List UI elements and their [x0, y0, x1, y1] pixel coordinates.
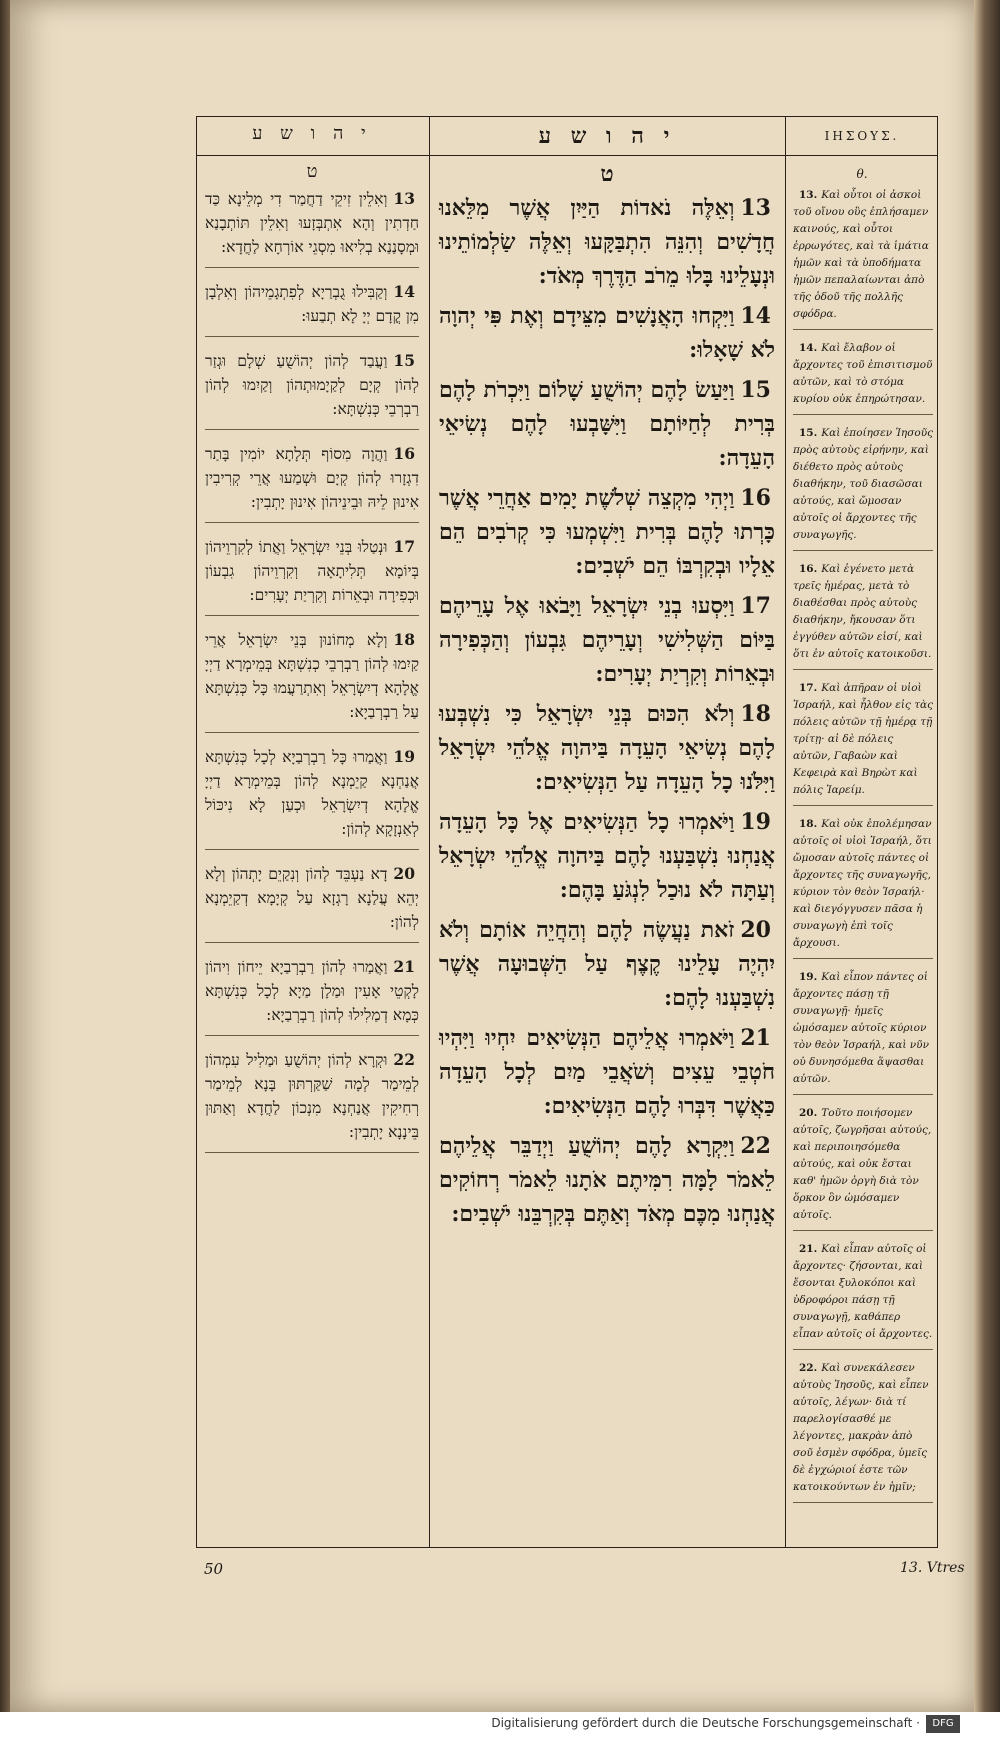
verse-text: דָא נַעְבֵּד לְהוֹן וְנִקַיֵם יָתְהוֹן וְלָא יְהֵא עֲלַנָא רָגְזָא עַל קְיָמָא דְקַיֵמְנָא לְהוֹן: — [205, 865, 419, 931]
verse-text: וַהֲוָה מִסוֹף תְּלָתָא יוֹמִין בָּתַר דִגְזָרוּ לְהוֹן קְיָם וּשְׁמַעוּ אֲרֵי קְרִיבִין אִינוּן לֵיהּ וּבֵינֵיהוֹן אִינוּן יָתְבִין: — [205, 445, 419, 511]
verse — [439, 1129, 775, 1231]
footer-credit: Digitalisierung gefördert durch die Deutsche Forschungsgemeinschaft · — [491, 1716, 920, 1730]
verse-number: 21. — [799, 1243, 818, 1255]
verse — [205, 442, 419, 523]
verse-number: 22 — [740, 1133, 771, 1159]
page-number: 50 — [204, 1560, 224, 1578]
verse-text: Καὶ ἐποίησεν Ἰησοῦς πρὸς αὐτοὺς εἰρήνην, καὶ διέθετο πρὸς αὐτοὺς διαθήκην, τοῦ διασῶσαι αὐτούς, καὶ ὤμοσαν αὐτοῖς οἱ ἄρχοντες τῆς συναγωγῆς. — [793, 427, 933, 541]
verse — [205, 745, 419, 850]
verse-number: 14 — [393, 282, 415, 301]
text-frame — [196, 116, 938, 1548]
verse-number: 19 — [393, 747, 415, 766]
verse-number: 16 — [740, 485, 771, 511]
verse-text: וַיִּסְעוּ בְנֵי יִשְׂרָאֵל וַיָּבֹאוּ אֶל עָרֵיהֶם בַּיּוֹם הַשְּׁלִישִׁי וְעָרֵיהֶם גִּבְעוֹן וְהַכְּפִירָה וּבְאֵרוֹת וְקִרְיַת יְעָרִים: — [439, 593, 775, 687]
catchword: 13. Vtres — [900, 1560, 965, 1576]
verse-number: 14 — [740, 303, 771, 329]
verse — [439, 299, 775, 367]
verse-text: Καὶ ἐγένετο μετὰ τρεῖς ἡμέρας, μετὰ τὸ διαθέσθαι πρὸς αὐτοὺς διαθήκην, ἤκουσαν ὅτι ἐγγύθεν αὐτῶν εἰσί, καὶ ὅτι ἐν αὐτοῖς κατοικοῦσι. — [793, 563, 932, 660]
column-divider — [429, 117, 430, 1547]
verse-text: וּקְרָא לְהוֹן יְהוֹשֻׁעַ וּמַלִיל עִמְהוֹן לְמֵימַר לְמָה שַׁקַּרְתּוּן בָּנָא לְמֵימַר רְחִיקִין אֲנַחְנָא מִנְכוֹן לַחֲדָא וְאַתּוּן בֵּינָנָא יָתְבִין: — [205, 1051, 419, 1141]
greek-running-title: ΙΗΣΟΥΣ. — [824, 129, 900, 143]
verse — [439, 913, 775, 1015]
verse-text: Καὶ εἶπον πάντες οἱ ἄρχοντες πάσῃ τῇ συναγωγῇ· ἡμεῖς ὠμόσαμεν αὐτοῖς κύριον τὸν θεὸν Ἰσραήλ, καὶ νῦν οὐ δυνησόμεθα ἅψασθαι αὐτῶν. — [793, 971, 929, 1085]
verse-number: 20 — [393, 864, 415, 883]
verse-number: 20 — [740, 917, 771, 943]
verse-text: Καὶ οὗτοι οἱ ἀσκοὶ τοῦ οἴνου οὓς ἐπλήσαμεν καινούς, καὶ οὗτοι ἐρρωγότες, καὶ τὰ ἱμάτια ἡμῶν καὶ τὰ ὑποδήματα ἡμῶν πεπαλαίωνται ἀπὸ τῆς ὁδοῦ τῆς πολλῆς σφόδρα. — [793, 189, 929, 320]
verse — [793, 969, 933, 1095]
verse-number: 15. — [799, 427, 818, 439]
verse — [205, 187, 419, 268]
verse-number: 17 — [740, 593, 771, 619]
verse — [439, 373, 775, 475]
verse-number: 14. — [799, 342, 818, 354]
verse — [439, 191, 775, 293]
verse — [205, 862, 419, 943]
verse-text: וַאֲמַרוּ כָּל רַבְרְבַיָא לְכָל כְּנִשְׁתָּא אֲנַחְנָא קַיֵמְנָא לְהוֹן בְּמֵימְרָא דַיְיָ אֱלָהָא דְיִשְׂרָאֵל וּכְעַן לָא נִיכּוֹל לְאַנְזָקָא לְהוֹן: — [205, 748, 419, 838]
aramaic-chapter-number: ט — [306, 161, 318, 182]
verse-text: Καὶ ἀπῆραν οἱ υἱοὶ Ἰσραήλ, καὶ ἦλθον εἰς τὰς πόλεις αὐτῶν τῇ ἡμέρᾳ τῇ τρίτῃ· αἱ δὲ πόλεις αὐτῶν, Γαβαὼν καὶ Κεφειρὰ καὶ Βηρὼτ καὶ πόλις Ἰαρείμ. — [793, 682, 934, 796]
column-divider — [785, 117, 786, 1547]
verse-number: 17 — [393, 537, 415, 556]
verse-text: Καὶ οὐκ ἐπολέμησαν αὐτοῖς οἱ υἱοὶ Ἰσραήλ, ὅτι ὤμοσαν αὐτοῖς πάντες οἱ ἄρχοντες τῆς συναγωγῆς, κύριον τὸν θεὸν Ἰσραήλ· καὶ διεγόγγυσεν πᾶσα ἡ συναγωγὴ ἐπὶ τοῖς ἄρχουσι. — [793, 818, 932, 949]
verse-text: וַיְהִי מִקְצֵה שְׁלֹשֶׁת יָמִים אַחֲרֵי אֲשֶׁר כָּרְתוּ לָהֶם בְּרִית וַיִּשְׁמְעוּ כִּי קְרֹבִים הֵם אֵלָיו וּבְקִרְבּוֹ הֵם יֹשְׁבִים: — [439, 485, 775, 579]
verse-number: 13 — [393, 189, 415, 208]
digitization-footer — [0, 1712, 1000, 1737]
verse — [793, 187, 933, 330]
verse-number: 16. — [799, 563, 818, 575]
verse-text: Καὶ ἔλαβον οἱ ἄρχοντες τοῦ ἐπισιτισμοῦ αὐτῶν, καὶ τὸ στόμα κυρίου οὐκ ἐπηρώτησαν. — [793, 342, 933, 405]
verse-text: וְאִלֵין זִיקֵי דַחֲמַר דִי מְלֵינָא כַּד חַדְתִין וְהָא אִתְבְּזָעוּ וְאִלֵין תּוֹתְבָנַא וּמְסָנַנַא בְלִיאוּ מִסְגֵי אוֹרְחָא לַחֲדָא: — [205, 190, 419, 256]
verse-number: 18. — [799, 818, 818, 830]
verse-number: 13 — [740, 195, 771, 221]
verse-text: Καὶ εἶπαν αὐτοῖς οἱ ἄρχοντες· ζήσονται, καὶ ἔσονται ξυλοκόποι καὶ ὑδροφόροι πάσῃ τῇ συναγωγῇ, καθάπερ εἶπαν αὐτοῖς οἱ ἄρχοντες. — [793, 1243, 933, 1340]
verse-number: 18 — [740, 701, 771, 727]
verse-number: 22 — [393, 1050, 415, 1069]
verse-text: Τοῦτο ποιήσομεν αὐτοῖς, ζωγρῆσαι αὐτούς, καὶ περιποιησόμεθα αὐτούς, καὶ οὐκ ἔσται καθ' ἡμῶν ὀργὴ διὰ τὸν ὅρκον ὃν ὠμόσαμεν αὐτοῖς. — [793, 1107, 932, 1221]
hebrew-verses — [439, 191, 775, 1537]
verse — [205, 280, 419, 337]
verse-number: 18 — [393, 630, 415, 649]
verse — [205, 1048, 419, 1153]
verse — [205, 955, 419, 1036]
hebrew-column — [431, 117, 783, 1547]
verse — [205, 349, 419, 430]
right-book-edge — [974, 0, 1000, 1737]
verse-text: וַעֲבַד לְהוֹן יְהוֹשֻׁעַ שְׁלָם וּגְזַר לְהוֹן קְיָם לְקַיָמוּתְהוֹן וְקַיִמוּ לְהוֹן רַבְרְבֵי כְּנִשְׁתָּא: — [205, 352, 419, 418]
verse-text: וַיַּעַשׂ לָהֶם יְהוֹשֻׁעַ שָׁלוֹם וַיִּכְרֹת לָהֶם בְּרִית לְחַיּוֹתָם וַיִּשָּׁבְעוּ לָהֶם נְשִׂיאֵי הָעֵדָה: — [439, 377, 775, 471]
verse-number: 17. — [799, 682, 818, 694]
verse-number: 13. — [799, 189, 818, 201]
verse — [793, 561, 933, 670]
verse-text: וַיִּקְחוּ הָאֲנָשִׁים מִצֵּידָם וְאֶת פִּי יְהוָה לֹא שָׁאָלוּ: — [439, 303, 775, 363]
verse — [793, 1105, 933, 1231]
verse — [439, 697, 775, 799]
hebrew-chapter-number: ט — [600, 161, 614, 187]
verse — [793, 816, 933, 959]
verse-text: Καὶ συνεκάλεσεν αὐτοὺς Ἰησοῦς, καὶ εἶπεν αὐτοῖς, λέγων· διὰ τί παρελογίσασθέ με λέγοντες, μακρὰν ἀπὸ σοῦ ἐσμὲν σφόδρα, ὑμεῖς δὲ ἐγχώριοί ἐστε τῶν κατοικούντων ἐν ἡμῖν; — [793, 1362, 929, 1493]
verse-number: 21 — [740, 1025, 771, 1051]
aramaic-running-title: י ה ו ש ע — [252, 123, 372, 144]
verse-text: וַיִּקְרָא לָהֶם יְהוֹשֻׁעַ וַיְדַבֵּר אֲלֵיהֶם לֵאמֹר לָמָּה רִמִּיתֶם אֹתָנוּ לֵאמֹר רְחוֹקִים אֲנַחְנוּ מִכֶּם מְאֹד וְאַתֶּם בְּקִרְבֵּנוּ יֹשְׁבִים: — [439, 1133, 775, 1227]
verse-number: 19 — [740, 809, 771, 835]
verse — [793, 1241, 933, 1350]
greek-chapter-number: θ. — [856, 167, 868, 181]
verse-number: 21 — [393, 957, 415, 976]
aramaic-verses — [205, 187, 419, 1537]
verse — [205, 535, 419, 616]
verse — [793, 1360, 933, 1503]
verse — [439, 589, 775, 691]
dfg-logo: DFG — [926, 1715, 960, 1733]
verse-number: 15 — [740, 377, 771, 403]
verse — [793, 425, 933, 551]
hebrew-running-title: י ה ו ש ע — [538, 123, 676, 149]
verse-number: 16 — [393, 444, 415, 463]
verse-text: וַיֹּאמְרוּ כָל הַנְּשִׂיאִים אֶל כָּל הָעֵדָה אֲנַחְנוּ נִשְׁבַּעְנוּ לָהֶם בַּיהוָה אֱלֹהֵי יִשְׂרָאֵל וְעַתָּה לֹא נוּכַל לִנְגֹּעַ בָּהֶם: — [439, 809, 775, 903]
greek-column — [787, 117, 937, 1547]
verse-number: 15 — [393, 351, 415, 370]
verse — [439, 1021, 775, 1123]
verse — [439, 481, 775, 583]
verse-number: 22. — [799, 1362, 818, 1374]
verse — [793, 340, 933, 415]
verse-number: 19. — [799, 971, 818, 983]
verse — [439, 805, 775, 907]
verse-text: וְאֵלֶּה נֹאדוֹת הַיַּיִן אֲשֶׁר מִלֵּאנוּ חֲדָשִׁים וְהִנֵּה הִתְבַּקָּעוּ וְאֵלֶּה שַׂלְמוֹתֵינוּ וּנְעָלֵינוּ בָּלוּ מֵרֹב הַדֶּרֶךְ מְאֹד: — [439, 195, 775, 289]
verse-text: וַאֲמַרוּ לְהוֹן רַבְרְבַיָא יֵיחוֹן וִיהוֹן לָקְטֵי אָעִין וּמַלָן מַיָא לְכָל כְּנִשְׁתָּא כְּמָא דְמַלִילוּ לְהוֹן רַבְרְבַיָא: — [205, 958, 419, 1024]
verse-text: וְלָא מְחוֹנוּן בְּנֵי יִשְׂרָאֵל אֲרֵי קַיִמוּ לְהוֹן רַבְרְבֵי כְנִשְׁתָּא בְּמֵימְרָא דַיְיָ אֱלָהָא דְיִשְׂרָאֵל וְאִתְרַעֲמוּ כָּל כְּנִשְׁתָּא עַל רַבְרְבַיָא: — [205, 631, 419, 721]
verse-text: וַיֹּאמְרוּ אֲלֵיהֶם הַנְּשִׂיאִים יִחְיוּ וַיִּהְיוּ חֹטְבֵי עֵצִים וְשֹׁאֲבֵי מַיִם לְכָל הָעֵדָה כַּאֲשֶׁר דִּבְּרוּ לָהֶם הַנְּשִׂיאִים: — [439, 1025, 775, 1119]
verse-number: 20. — [799, 1107, 818, 1119]
greek-verses — [793, 187, 933, 1537]
verse — [793, 680, 933, 806]
aramaic-column — [197, 117, 427, 1547]
verse-text: וְלֹא הִכּוּם בְּנֵי יִשְׂרָאֵל כִּי נִשְׁבְּעוּ לָהֶם נְשִׂיאֵי הָעֵדָה בַּיהוָה אֱלֹהֵי יִשְׂרָאֵל וַיִּלֹּנוּ כָל הָעֵדָה עַל הַנְּשִׂיאִים: — [439, 701, 775, 795]
verse — [205, 628, 419, 733]
verse-text: זֹאת נַעֲשֶׂה לָהֶם וְהַחֲיֵה אוֹתָם וְלֹא יִהְיֶה עָלֵינוּ קֶצֶף עַל הַשְּׁבוּעָה אֲשֶׁר נִשְׁבַּעְנוּ לָהֶם: — [439, 917, 775, 1011]
verse-text: וְקַבִּילוּ גֻבְרַיָא לְפִתְגָמֵיהוֹן וְאִלְבָן מִן קֳדָם יְיָ לָא תְבַעוּ: — [205, 283, 419, 325]
verse-text: וּנְטַלוּ בְּנֵי יִשְׂרָאֵל וַאֲתוֹ לְקִרְוֵיהוֹן בְּיוֹמָא תְּלִיתָאָה וְקִרְוֵיהוֹן גִבְעוֹן וּכְפִירָה וּבְאֵרוֹת וְקִרְיַת יְעָרִים: — [205, 538, 419, 604]
